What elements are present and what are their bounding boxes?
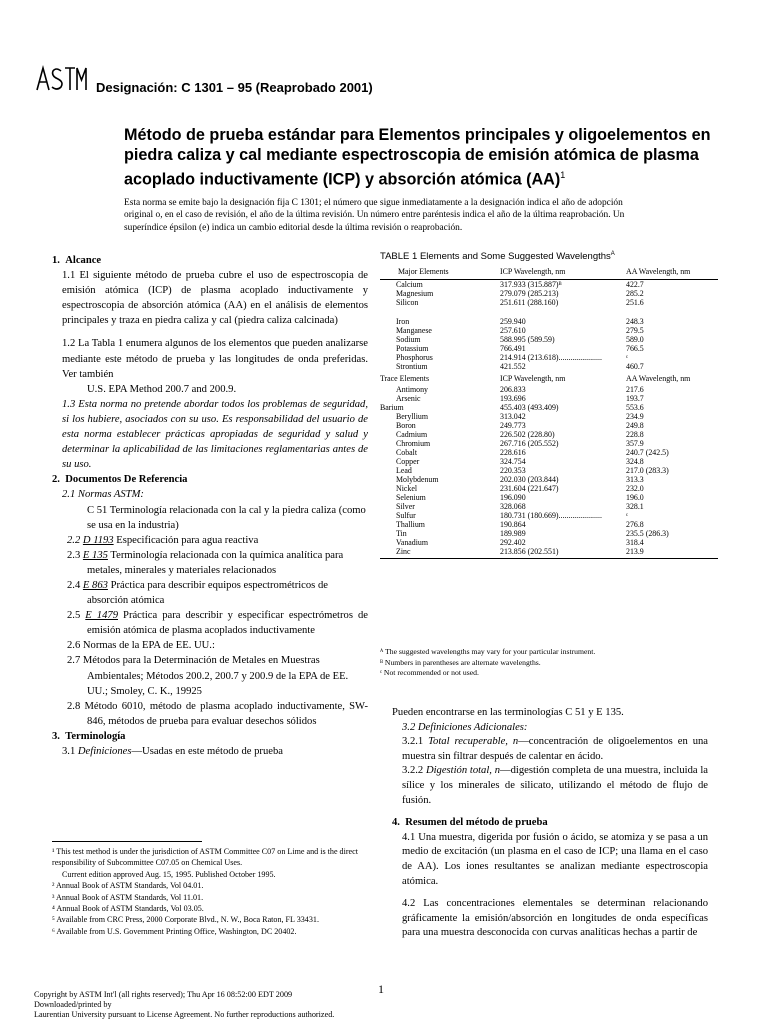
para-3-2-2: 3.2.2 Digestión total, n—digestión completa de una muestra, incluida la sílice y los minerales de silicato, utilizando el método de flujo de fusión. <box>402 765 708 806</box>
icp-wavelength: 213.856 (202.551) <box>500 547 559 556</box>
element-name: Cadmium <box>396 430 428 439</box>
para-4-1: 4.1 Una muestra, digerida por fusión o ácido, se atomiza y se pasa a un medio de excitación (un plasma en el caso de ICP; una llama en el caso de AA). Los iones resultantes se analizan mediante espectroscopia atómica. <box>402 831 708 887</box>
icp-wavelength: 766.491 <box>500 344 526 353</box>
left-column <box>52 253 368 759</box>
para-1-1: 1.1 El siguiente método de prueba cubre el uso de espectroscopia de emisión atómica (ICP) de plasma acoplado inductivamente y espectroscopia de absorción atómica (AA) en el análisis de elementos principales y traza en piedra caliza y cal (piedra caliza calcinada) <box>62 270 368 327</box>
aa-wavelength: 217.0 (283.3) <box>626 466 669 475</box>
element-name: Vanadium <box>396 538 428 547</box>
para-2-6: 2.6 Normas de la EPA de EE. UU.: <box>67 640 215 652</box>
footnote-2: ² Annual Book of ASTM Standards, Vol 04.01. <box>52 881 204 891</box>
table-note-b: ᴮ Numbers in parentheses are alternate wavelengths. <box>380 657 541 667</box>
icp-wavelength: 228.616 <box>500 448 526 457</box>
icp-wavelength: 313.042 <box>500 412 526 421</box>
icp-wavelength: 421.552 <box>500 362 526 371</box>
para-2-4: 2.4 E 863 Práctica para describir equipos espectrométricos de absorción atómica <box>67 579 328 607</box>
table-row <box>380 344 718 353</box>
aa-wavelength: 217.6 <box>626 385 644 394</box>
table-row <box>380 353 718 362</box>
aa-wavelength: ᶜ <box>626 353 629 362</box>
aa-wavelength: 249.8 <box>626 421 644 430</box>
copyright-line: Copyright by ASTM Int'l (all rights reserved); Thu Apr 16 08:52:00 EDT 2009 <box>34 990 293 999</box>
issuance-note: Esta norma se emite bajo la designación fija C 1301; el número que sigue inmediatamente a la designación indica el año de adopción original o, en el caso de revisión, el año de la última revisión. Un número entre paréntesis indica el año de la última reaprobación. Un superíndice épsilon (e) indica un cambio editorial desde la última revisión o reaprobación. <box>124 198 625 233</box>
ref-e863-link[interactable]: E 863 <box>82 579 108 591</box>
para-1-2: 1.2 La Tabla 1 enumera algunos de los elementos que pueden analizarse mediante este método de prueba y las longitudes de onda preferidas. Ver también <box>62 338 368 380</box>
table-row <box>380 430 718 439</box>
icp-wavelength: 249.773 <box>500 421 526 430</box>
element-name: Thallium <box>396 520 425 529</box>
icp-wavelength: 324.754 <box>500 457 526 466</box>
table-note-c: ᶜ Not recommended or not used. <box>380 668 479 678</box>
element-name: Tin <box>396 529 407 538</box>
table-notes <box>380 647 720 679</box>
element-name: Iron <box>396 317 410 326</box>
icp-wavelength: 214.914 (213.618)...................... <box>500 353 602 362</box>
aa-wavelength: 193.7 <box>626 394 644 403</box>
wavelength-table <box>380 266 718 644</box>
footnote-3: ³ Annual Book of ASTM Standards, Vol 11.01. <box>52 892 204 902</box>
trace-elements-label: Trace Elements <box>380 374 430 383</box>
para-3-1: 3.1 Definiciones—Usadas en este método de prueba <box>62 746 283 757</box>
icp-wavelength: 292.402 <box>500 538 526 547</box>
element-name: Arsenic <box>396 394 421 403</box>
aa-wavelength: 276.8 <box>626 520 644 529</box>
table-row <box>380 421 718 430</box>
table-row <box>380 475 718 484</box>
aa-wavelength: 328.1 <box>626 502 644 511</box>
aa-wavelength: 318.4 <box>626 538 644 547</box>
element-name: Chromium <box>396 439 431 448</box>
section-3-heading: 3. Terminología <box>52 730 126 742</box>
downloaded-line: Downloaded/printed by <box>34 1000 112 1010</box>
element-name: Strontium <box>396 362 428 371</box>
title-footnote-mark: 1 <box>560 170 566 180</box>
ref-d1193-link[interactable]: D 1193 <box>82 534 114 546</box>
col-major-elements: Major Elements <box>380 266 500 280</box>
aa-wavelength: 279.5 <box>626 326 644 335</box>
para-2-1a: C 51 Terminología relacionada con la cal y la piedra caliza (como se usa en la industria) <box>87 504 366 531</box>
footnote-6: ⁶ Available from U.S. Government Printing Office, Washington, DC 20402. <box>52 926 297 936</box>
aa-wavelength: 228.8 <box>626 430 644 439</box>
document-title <box>124 125 724 189</box>
table-row <box>380 484 718 493</box>
icp-wavelength: 328.068 <box>500 502 526 511</box>
element-name: Nickel <box>396 484 418 493</box>
table-header-row <box>380 266 718 280</box>
icp-wavelength: 455.403 (493.409) <box>500 403 559 412</box>
element-name: Boron <box>396 421 416 430</box>
element-name: Sulfur <box>396 511 416 520</box>
para-2-7: 2.7 Métodos para la Determinación de Metales en Muestras Ambientales; Métodos 200.2, 200.7 y 200.9 de la EPA de EE. UU.; Smoley, C. K., 19925 <box>67 655 349 697</box>
table-row <box>380 502 718 511</box>
table-row <box>380 385 718 394</box>
icp-wavelength: 189.989 <box>500 529 526 538</box>
para-1-3: 1.3 Esta norma no pretende abordar todos los problemas de seguridad, si los hubiere, asociados con su uso. Es responsabilidad del usuario de esta norma establecer prácticas apropiadas de seguridad y salud y determinar la aplicabilidad de las limitaciones reglamentarias antes de su uso. <box>62 398 368 471</box>
icp-wavelength: 279.079 (285.213) <box>500 289 559 298</box>
copyright-notice <box>34 990 554 1021</box>
para-2-8: 2.8 Método 6010, método de plasma acoplado inductivamente, SW-846, métodos de prueba para evaluar desechos sólidos <box>67 700 368 727</box>
table-bottom-rule <box>380 558 718 559</box>
element-name: Molybdenum <box>396 475 439 484</box>
table-row <box>380 298 718 307</box>
aa-wavelength: ᶜ <box>626 511 629 520</box>
title-text: Método de prueba estándar para Elementos principales y oligoelementos en piedra caliza y cal mediante espectroscopia de emisión atómica de plasma acoplado inductivamente (ICP) y absorción atómica (AA) <box>124 126 711 189</box>
footnote-5: ⁵ Available from CRC Press, 2000 Corporate Blvd., N. W., Boca Raton, FL 33431. <box>52 915 319 925</box>
aa-wavelength: 251.6 <box>626 298 644 307</box>
element-name: Potassium <box>396 344 429 353</box>
table-row <box>380 529 718 538</box>
table-row <box>380 547 718 556</box>
footnote-4: ⁴ Annual Book of ASTM Standards, Vol 03.05. <box>52 904 204 914</box>
table-spacer <box>380 307 718 317</box>
aa-wavelength: 357.9 <box>626 439 644 448</box>
icp-wavelength: 180.731 (180.669)...................... <box>500 511 602 520</box>
aa-wavelength: 232.0 <box>626 484 644 493</box>
element-name: Phosphorus <box>396 353 433 362</box>
table-row <box>380 326 718 335</box>
element-name: Zinc <box>396 547 411 556</box>
table-row <box>380 493 718 502</box>
table-row <box>380 280 718 290</box>
right-column <box>392 706 708 941</box>
table-row <box>380 466 718 475</box>
element-name: Sodium <box>396 335 421 344</box>
para-2-5: 2.5 E 1479 Práctica para describir y especificar espectrómetros de emisión atómica de plasma acoplados inductivamente <box>67 610 368 637</box>
para-1-2b: U.S. EPA Method 200.7 and 200.9. <box>87 383 237 395</box>
element-name: Magnesium <box>396 289 434 298</box>
aa-wavelength: 248.3 <box>626 317 644 326</box>
aa-wavelength: 589.0 <box>626 335 644 344</box>
table-row <box>380 439 718 448</box>
icp-wavelength: 226.502 (228.80) <box>500 430 555 439</box>
aa-wavelength: 422.7 <box>626 280 644 289</box>
icp-wavelength: 267.716 (205.552) <box>500 439 559 448</box>
section-4-heading: 4. Resumen del método de prueba <box>392 817 548 829</box>
footnotes <box>52 846 382 937</box>
aa-wavelength: 460.7 <box>626 362 644 371</box>
table-row <box>380 457 718 466</box>
element-name: Beryllium <box>396 412 428 421</box>
element-name: Calcium <box>396 280 423 289</box>
aa-wavelength: 234.9 <box>626 412 644 421</box>
aa-wavelength: 240.7 (242.5) <box>626 448 669 457</box>
element-name: Copper <box>396 457 420 466</box>
table-row <box>380 538 718 547</box>
table-row <box>380 448 718 457</box>
astm-logo <box>34 64 88 92</box>
element-name: Selenium <box>396 493 426 502</box>
element-name: Barium <box>380 403 404 412</box>
element-name: Lead <box>396 466 412 475</box>
element-name: Cobalt <box>396 448 418 457</box>
table-row <box>380 289 718 298</box>
col-aa: AA Wavelength, nm <box>626 266 718 280</box>
footnote-1b: Current edition approved Aug. 15, 1995. Published October 1995. <box>62 869 276 879</box>
para-2-2: 2.2 D 1193 Especificación para agua reactiva <box>67 534 259 546</box>
element-name: Manganese <box>396 326 432 335</box>
table-row <box>380 511 718 520</box>
aa-wavelength: 213.9 <box>626 547 644 556</box>
para-terminology-intro: Pueden encontrarse en las terminologías C 51 y E 135. <box>392 707 624 718</box>
ref-e135-link[interactable]: E 135 <box>82 549 108 561</box>
footnote-rule <box>52 841 202 842</box>
trace-header-row: Trace Elements ICP Wavelength, nm AA Wavelength, nm <box>380 371 718 385</box>
table-row <box>380 394 718 403</box>
aa-wavelength: 285.2 <box>626 289 644 298</box>
icp-wavelength: 193.696 <box>500 394 526 403</box>
aa-wavelength: 553.6 <box>626 403 644 412</box>
icp-wavelength: 206.833 <box>500 385 526 394</box>
icp-wavelength: 588.995 (589.59) <box>500 335 555 344</box>
icp-wavelength: 220.353 <box>500 466 526 475</box>
para-2-3: 2.3 E 135 Terminología relacionada con la química analítica para metales, minerales y materiales relacionados <box>67 549 344 576</box>
aa-wavelength: 235.5 (286.3) <box>626 529 669 538</box>
table-row <box>380 335 718 344</box>
page-number: 1 <box>378 982 384 996</box>
icp-wavelength: 231.604 (221.647) <box>500 484 559 493</box>
table-row <box>380 412 718 421</box>
icp-wavelength: 259.940 <box>500 317 526 326</box>
icp-wavelength: 202.030 (203.844) <box>500 475 559 484</box>
license-line: Laurentian University pursuant to License Agreement. No further reproductions authorized. <box>34 1010 335 1020</box>
designation: Designación: C 1301 – 95 (Reaprobado 2001) <box>96 80 373 95</box>
icp-wavelength: 257.610 <box>500 326 526 335</box>
table-row <box>380 362 718 371</box>
icp-wavelength: 196.090 <box>500 493 526 502</box>
para-3-2-1: 3.2.1 Total recuperable, n—concentración de oligoelementos en una muestra sin filtrar después de calentar en ácido. <box>402 736 708 762</box>
element-name: Silver <box>396 502 415 511</box>
table-caption: TABLE 1 Elements and Some Suggested Wavelengths$^A$ <box>380 251 615 263</box>
ref-e1479-link[interactable]: E 1479 <box>85 610 118 622</box>
aa-wavelength: 196.0 <box>626 493 644 502</box>
element-name: Silicon <box>396 298 419 307</box>
footnote-1: ¹ This test method is under the jurisdiction of ASTM Committee C07 on Lime and is the direct responsibility of Subcommittee C07.05 on Chemical Uses. <box>52 847 358 868</box>
aa-wavelength: 313.3 <box>626 475 644 484</box>
aa-wavelength: 324.8 <box>626 457 644 466</box>
element-name: Antimony <box>396 385 429 394</box>
col-icp: ICP Wavelength, nm <box>500 266 626 280</box>
para-4-2: 4.2 Las concentraciones elementales se determinan relacionando gráficamente la emisión/absorción en longitudes de onda específicas para una muestra desconocida con curvas analíticas hechas a partir de <box>402 898 708 939</box>
para-2-1: 2.1 Normas ASTM: <box>62 489 144 501</box>
icp-wavelength: 317.933 (315.887)ᴮ <box>500 280 562 289</box>
table-note-a: ᴬ The suggested wavelengths may vary for your particular instrument. <box>380 647 596 656</box>
section-1-heading: 1. Alcance <box>52 255 102 266</box>
table-row <box>380 317 718 326</box>
icp-wavelength: 190.864 <box>500 520 526 529</box>
table-row <box>380 520 718 529</box>
table-row <box>380 403 718 412</box>
section-2-heading: 2. Documentos De Referencia <box>52 474 188 486</box>
para-3-2: 3.2 Definiciones Adicionales: <box>402 721 528 733</box>
icp-wavelength: 251.611 (288.160) <box>500 298 559 307</box>
aa-wavelength: 766.5 <box>626 344 644 353</box>
